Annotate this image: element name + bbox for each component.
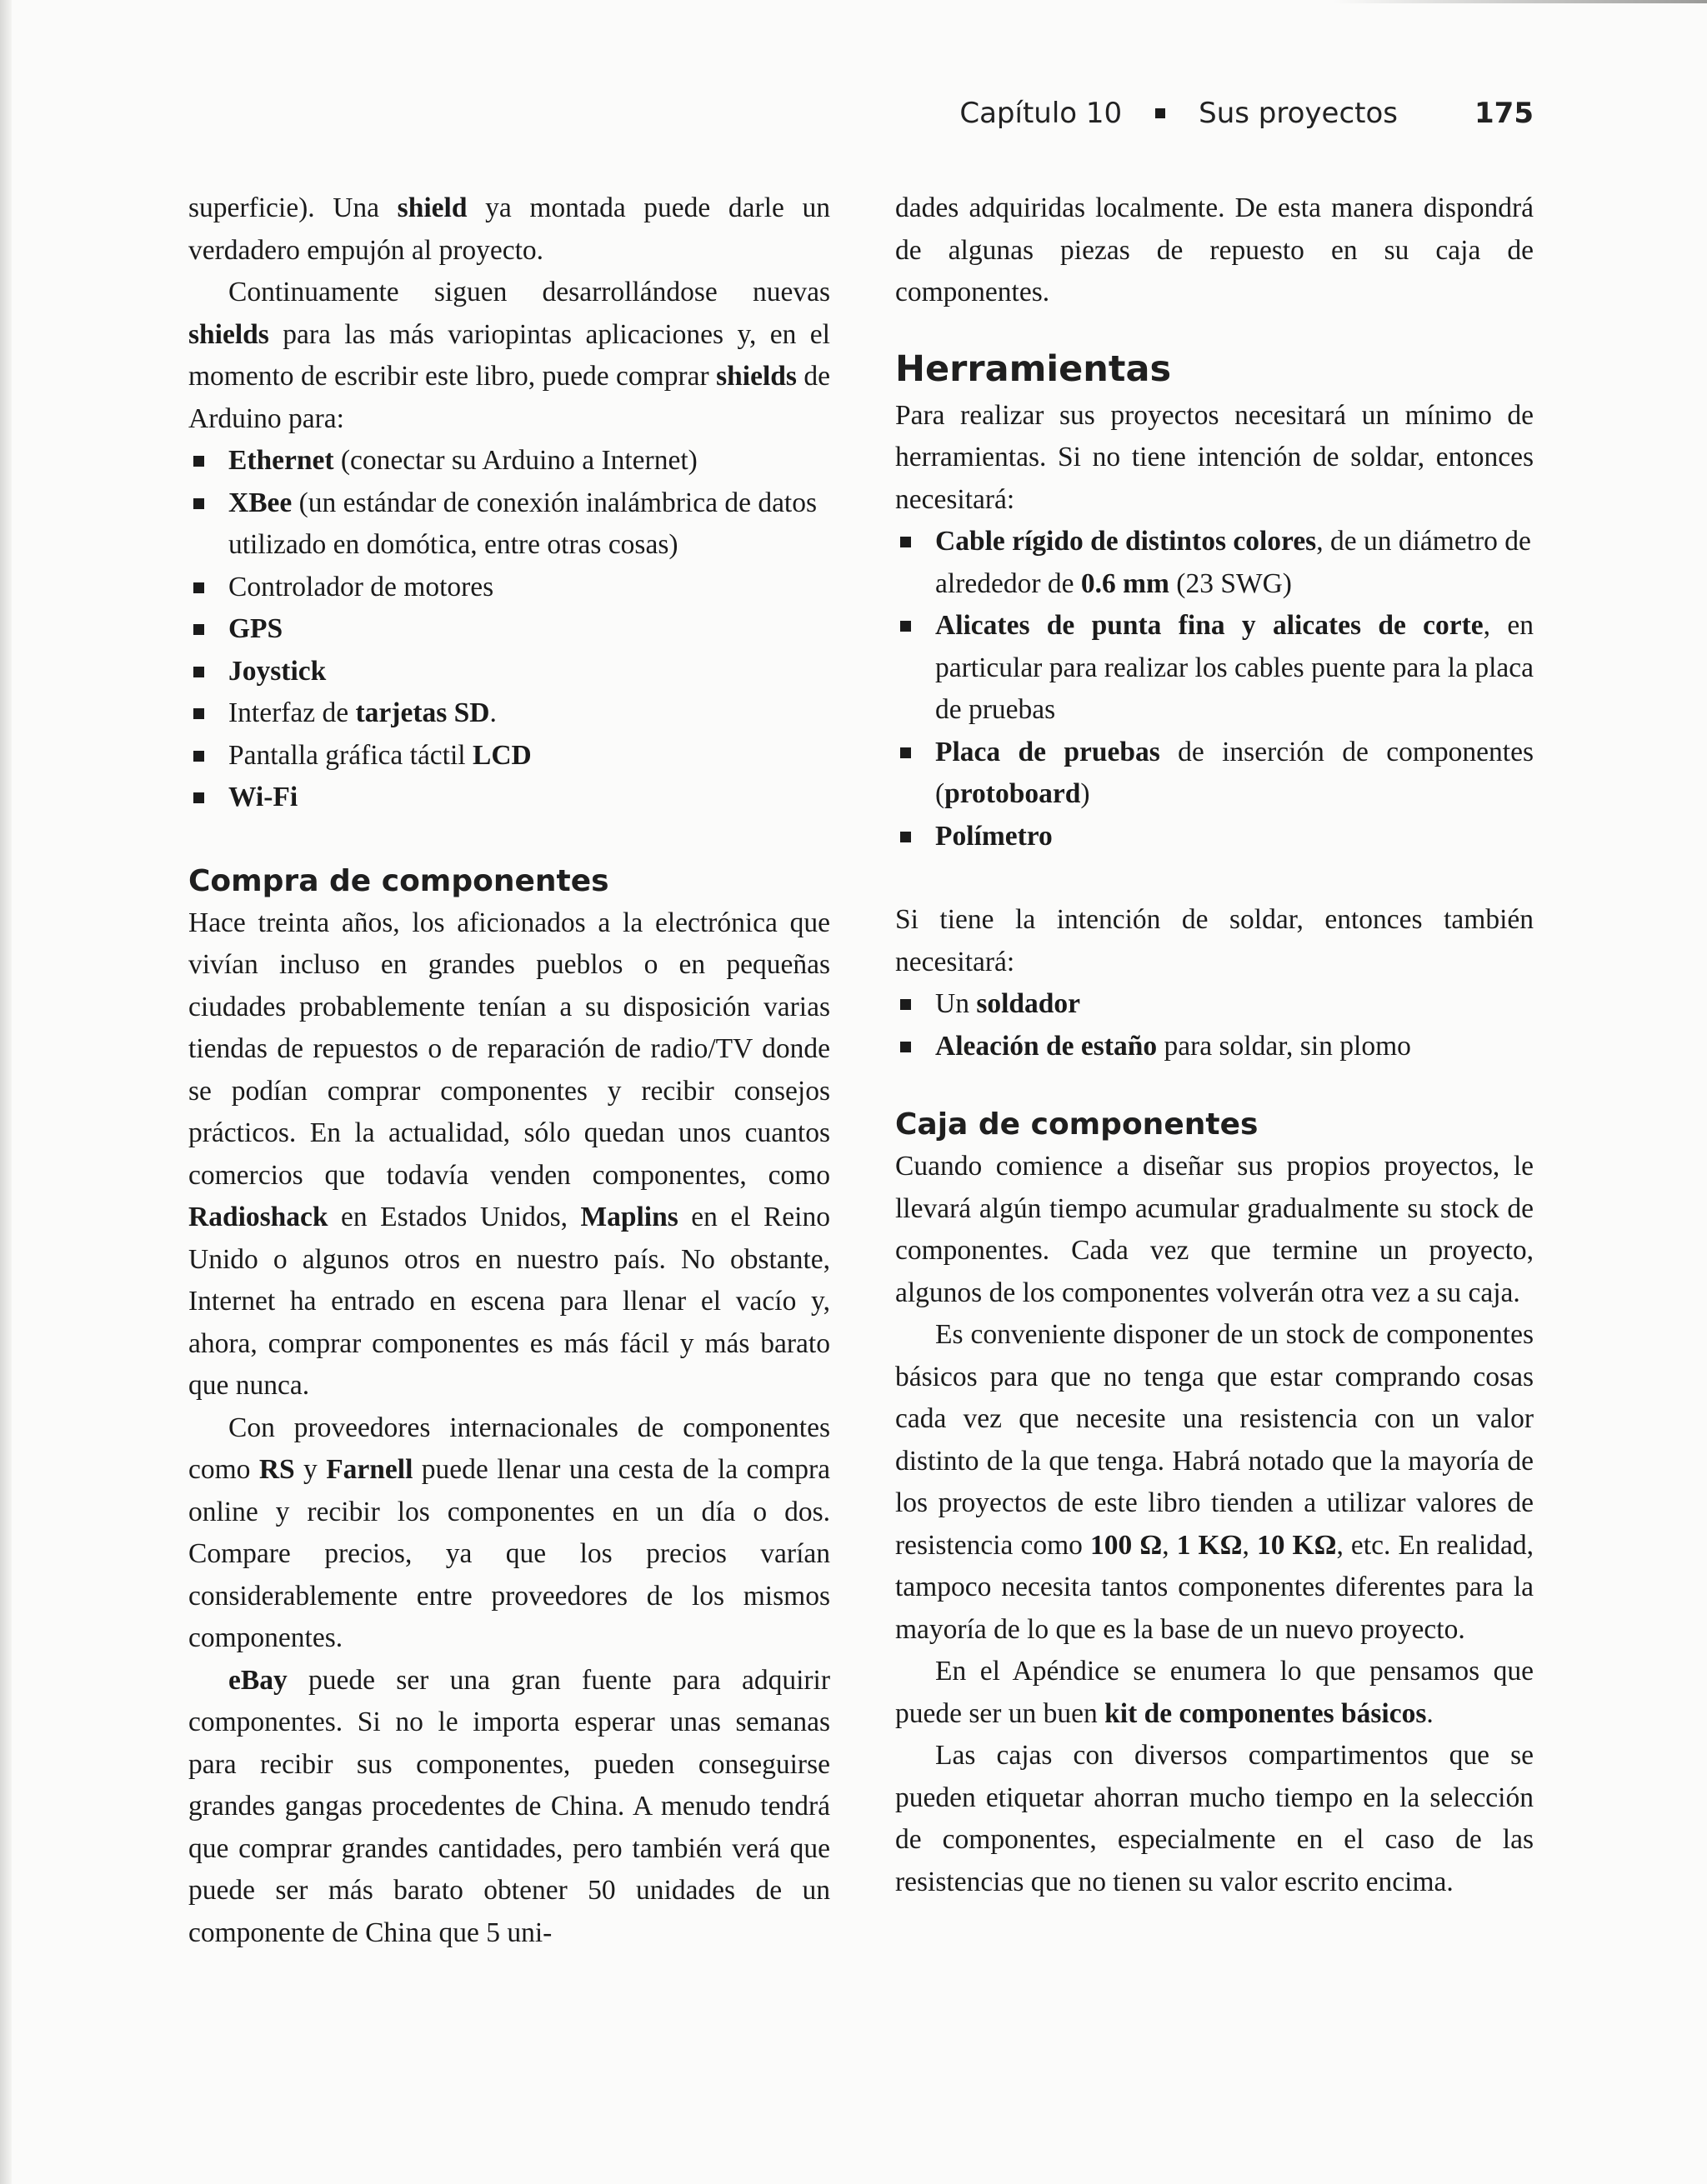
list-item — [188, 608, 830, 651]
list-item — [188, 692, 830, 735]
list-item — [188, 567, 830, 609]
bold-term: Farnell — [326, 1454, 413, 1485]
list-item — [188, 651, 830, 693]
text: (conectar su Arduino a Internet) — [333, 445, 698, 476]
text: para las más variopintas aplicaciones y, en el momento de escribir este libro, puede comprar — [188, 318, 830, 392]
text: Interfaz de — [228, 697, 356, 728]
bold-term: Radioshack — [188, 1202, 328, 1232]
paragraph: Para realizar sus proyectos necesitará un mínimo de herramientas. Si no tiene intención de soldar, entonces necesitará: — [895, 399, 1534, 515]
section-heading-herramientas: Herramientas — [895, 347, 1172, 390]
bold-term: 0.6 mm — [1080, 567, 1169, 599]
page-edge-shadow — [0, 0, 12, 2184]
text: de inserción de componentes ( — [935, 736, 1534, 809]
shield-list — [188, 440, 830, 819]
list-item — [188, 735, 830, 777]
bold-term: shield — [397, 192, 468, 223]
text: de Arduino para: — [188, 361, 830, 434]
bold-term: Polímetro — [935, 820, 1053, 852]
text: En el Apéndice se enumera lo que pensamos que puede ser un buen — [895, 1656, 1534, 1729]
text: . — [1426, 1697, 1434, 1729]
bold-term: protoboard — [944, 778, 1081, 809]
bold-term: 100 Ω — [1090, 1529, 1163, 1561]
text: Continuamente siguen desarrollándose nuevas — [228, 277, 830, 307]
bold-term: Wi-Fi — [228, 782, 298, 812]
list-item — [188, 482, 830, 567]
list-item — [895, 1026, 1534, 1068]
paragraph — [188, 187, 830, 272]
paragraph — [188, 902, 830, 1407]
bold-term: shields — [716, 361, 797, 392]
text: Un — [935, 988, 977, 1019]
text: , — [1242, 1529, 1257, 1561]
bold-term: eBay — [228, 1664, 288, 1696]
paragraph — [895, 1314, 1534, 1651]
paragraph — [895, 1651, 1534, 1735]
paragraph — [188, 1660, 830, 1955]
tools-list — [895, 521, 1534, 857]
list-item — [188, 777, 830, 819]
bold-term: shields — [188, 318, 269, 350]
text: Hace treinta años, los aficionados a la electrónica que vivían incluso en grandes pueblos o en pequeñas ciudades probablemente tenían a su disposición varias tiendas de repuestos o de reparación de radio/TV donde se podían comprar componentes y recibir consejos prácticos. En la actualidad, sólo quedan unos cuantos comercios que todavía venden componentes, como — [188, 907, 830, 1191]
text: puede ser una gran fuente para adquirir componentes. Si no le importa esperar unas semanas para recibir sus componentes, pueden conseguirse grandes gangas procedentes de China. A menudo tendrá que comprar grandes cantidades, pero también verá que puede ser más barato obtener 50 unidades de un componente de China que 5 uni- — [188, 1664, 830, 1948]
bold-term: Ethernet — [228, 445, 334, 476]
left-column — [188, 187, 830, 1954]
list-item — [895, 732, 1534, 816]
text: para soldar, sin plomo — [1157, 1030, 1411, 1062]
paragraph: Las cajas con diversos compartimentos que se pueden etiquetar ahorran mucho tiempo en la selección de componentes, especialmente en el caso de las resistencias que no tienen su valor escrito encima. — [895, 1740, 1534, 1897]
text: , en particular para realizar los cables puente para la placa de pruebas — [935, 610, 1534, 725]
right-column — [895, 187, 1534, 1903]
paragraph: Cuando comience a diseñar sus propios proyectos, le llevará algún tiempo acumular gradualmente su stock de componentes. Cada vez que termine un proyecto, algunos de los componentes volverán otra vez a su caja. — [895, 1151, 1534, 1308]
text: , etc. En realidad, tampoco necesita tantos componentes diferentes para la mayoría de lo que es la base de un nuevo proyecto. — [895, 1529, 1534, 1645]
text: superficie). Una — [188, 192, 398, 223]
chapter-label: Capítulo 10 — [959, 97, 1123, 130]
running-header — [959, 90, 1534, 137]
bold-term: LCD — [472, 739, 532, 771]
list-item — [188, 440, 830, 482]
text: (un estándar de conexión inalámbrica de datos utilizado en domótica, entre otras cosas) — [228, 487, 818, 560]
bold-term: Maplins — [580, 1202, 678, 1232]
page-top-edge — [1334, 0, 1707, 3]
bold-term: GPS — [228, 613, 283, 644]
section-heading-caja: Caja de componentes — [895, 1107, 1259, 1142]
text: en el Reino Unido o algunos otros en nuestro país. No obstante, Internet ha entrado en escena para llenar el vacío y, ahora, comprar componentes es más fácil y más barato que nunca. — [188, 1202, 830, 1401]
text: . — [489, 697, 497, 728]
bold-term: tarjetas SD — [355, 697, 490, 728]
text: (23 SWG) — [1169, 567, 1292, 599]
page-number: 175 — [1474, 97, 1534, 130]
bold-term: soldador — [976, 988, 1081, 1019]
text: en Estados Unidos, — [328, 1202, 581, 1232]
text: Pantalla gráfica táctil — [228, 739, 473, 771]
text: ) — [1080, 778, 1090, 809]
text: , de un diámetro de alrededor de — [935, 526, 1531, 599]
header-separator-icon — [1155, 108, 1165, 118]
bold-term: Aleación de estaño — [935, 1030, 1158, 1062]
text: ya montada puede darle un verdadero empujón al proyecto. — [188, 192, 830, 266]
list-item — [895, 605, 1534, 732]
paragraph: Si tiene la intención de soldar, entonces también necesitará: — [895, 904, 1534, 977]
bold-term: kit de componentes básicos — [1104, 1697, 1427, 1729]
list-item — [895, 983, 1534, 1026]
bold-term: 10 KΩ — [1256, 1529, 1337, 1561]
list-item — [895, 521, 1534, 605]
paragraph — [188, 1407, 830, 1660]
section-label: Sus proyectos — [1199, 97, 1399, 130]
bold-term: XBee — [228, 487, 293, 518]
text: Es conveniente disponer de un stock de componentes básicos para que no tenga que estar comprando cosas cada vez que necesite una resistencia con un valor distinto de la que tenga. Habrá notado que la mayoría de los proyectos de este libro tienden a utilizar valores de resistencia como — [895, 1319, 1534, 1561]
text: Con proveedores internacionales de componentes como — [188, 1412, 830, 1485]
soldering-list — [895, 983, 1534, 1067]
paragraph: dades adquiridas localmente. De esta manera dispondrá de algunas piezas de repuesto en su caja de componentes. — [895, 192, 1534, 307]
bold-term: Placa de pruebas — [935, 736, 1160, 767]
paragraph — [188, 272, 830, 440]
text: puede llenar una cesta de la compra online y recibir los componentes en un día o dos. Compare precios, ya que los precios varían considerablemente entre proveedores de los mismos componentes. — [188, 1454, 830, 1653]
list-item — [895, 816, 1534, 858]
bold-term: Cable rígido de distintos colores — [935, 526, 1317, 557]
bold-term: 1 KΩ — [1176, 1529, 1243, 1561]
text: , — [1162, 1529, 1177, 1561]
text: Controlador de motores — [228, 571, 494, 602]
text: y — [294, 1454, 327, 1485]
bold-term: Alicates de punta fina y alicates de corte — [935, 610, 1484, 641]
section-heading-compra: Compra de componentes — [188, 863, 609, 898]
bold-term: RS — [258, 1454, 295, 1485]
bold-term: Joystick — [228, 655, 327, 687]
